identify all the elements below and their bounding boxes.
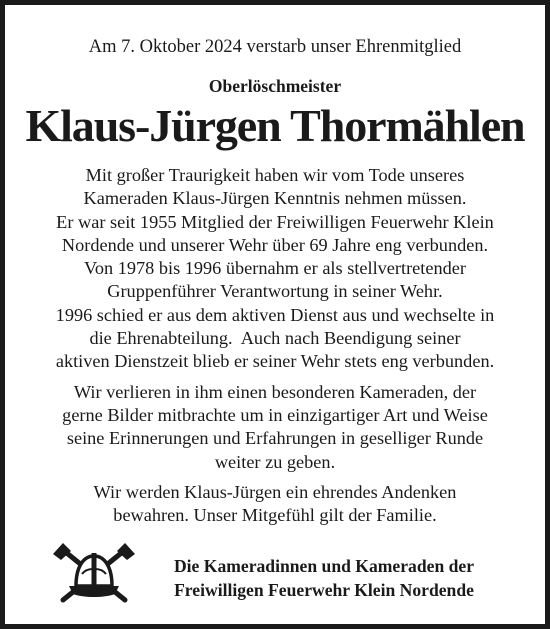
rank-title: Oberlöschmeister	[208, 76, 342, 96]
paragraph-tribute	[5, 164, 545, 374]
text-line: Kameraden Klaus-Jürgen Kenntnis nehmen müssen.	[83, 188, 467, 209]
text-line: Von 1978 bis 1996 übernahm er als stellvertretender	[84, 258, 466, 279]
text-line: Er war seit 1955 Mitglied der Freiwilligen Feuerwehr Klein	[56, 211, 494, 232]
text-line: weiter zu geben.	[214, 451, 336, 472]
deceased-name: Klaus-Jürgen Thormählen	[25, 100, 525, 151]
text-line: bewahren. Unser Mitgefühl gilt der Familie.	[113, 505, 437, 526]
obituary-body	[5, 164, 545, 534]
intro-line: Am 7. Oktober 2024 verstarb unser Ehrenmitglied	[88, 37, 462, 57]
text-line: 1996 schied er aus dem aktiven Dienst aus und wechselte in	[55, 304, 495, 325]
text-line: Nordende und unserer Wehr über 69 Jahre eng verbunden.	[61, 234, 489, 255]
text-line: aktiven Dienstzeit blieb er seiner Wehr stets eng verbunden.	[55, 351, 495, 372]
text-line: Mit großer Traurigkeit haben wir vom Tode unseres	[85, 165, 465, 185]
text-line: Wir verlieren in ihm einen besonderen Kameraden, der	[73, 381, 477, 402]
text-line: die Ehrenabteilung. Auch nach Beendigung seiner	[89, 328, 461, 349]
paragraph-comrade	[5, 381, 545, 474]
fire-helmet-crossed-axes-icon	[49, 540, 139, 604]
text-line: Wir werden Klaus-Jürgen ein ehrendes Andenken	[93, 481, 457, 502]
signature-line: Die Kameradinnen und Kameraden der	[173, 556, 475, 576]
text-line: seine Erinnerungen und Erfahrungen in geselliger Runde	[66, 428, 484, 449]
signature-block	[143, 555, 505, 602]
paragraph-remembrance	[5, 481, 545, 528]
text-line: Gruppenführer Verantwortung in seiner Wehr.	[107, 281, 443, 302]
text-line: gerne Bilder mitbrachte um in einzigartiger Art und Weise	[62, 404, 488, 425]
signature-line: Freiwilligen Feuerwehr Klein Nordende	[174, 579, 474, 600]
